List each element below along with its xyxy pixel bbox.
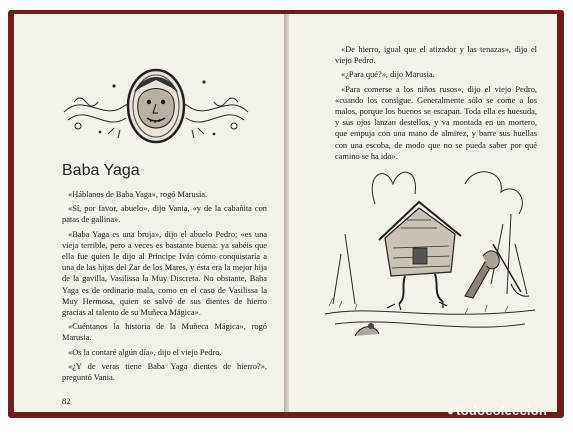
left-page (14, 14, 286, 412)
chapter-title: Baba Yaga (62, 162, 140, 179)
right-page-body (335, 44, 537, 165)
paragraph: «Baba Yaga es una bruja», dijo el abuelo Pedro; «es una vieja terrible, pero a veces es bastante buena: ya sabéis que ella fue quien le dijo al Príncipe Iván cómo conquistaría a una de las hijas del Zar de los Mares, y ésta era la mejor hija de la gavilla, Vasilissa la Muy Discreta. No obstante, Baba Yaga es de ordinario mala, como en el caso de Vasilissa la Muy Hermosa, quien se salvó de sus dientes de hierro gracias al talento de su Muñeca Mágica». (62, 229, 267, 318)
paragraph: «¿Y de veras tiene Baba Yaga dientes de hierro?», preguntó Vania. (62, 361, 267, 383)
paragraph: «Sí, por favor, abuelo», dijo Vania, «y de la cabañita con patas de gallina». (62, 204, 267, 225)
baba-yaga-ornament-illustration (54, 62, 258, 148)
paragraph: «Cuéntanos la historia de la Muñeca Mágica», rogó Marusia. (62, 322, 267, 343)
paragraph: «Háblanos de Baba Yaga», rogó Marusia. (68, 190, 208, 199)
right-page (289, 14, 557, 412)
paragraph: «Os la contaré algún día», dijo el viejo Pedro. (68, 347, 222, 357)
hut-on-chicken-legs-illustration (315, 164, 545, 349)
t-logo-icon: ● (446, 404, 455, 418)
left-page-body (62, 189, 267, 386)
book (8, 10, 564, 418)
paragraph: «¿Para qué?», dijo Marusia. (341, 70, 435, 80)
paragraph: «De hierro, igual que el atizador y las tenazas», dijo el viejo Pedro. (335, 45, 537, 66)
paragraph: «Para comerse a los niños rusos», dijo el viejo Pedro, «cuando los consigue. Generalmente sólo se come a los malos, porque los buenos se escapan. Toda ella es huesuda, y sus ojos lanzan destellos, y va montada en un mortero, que empuja con una mano de almirez, y barre sus huellas con una escoba, de modo que no se pueda saber por qué camino se ha ido». (335, 84, 537, 161)
watermark (447, 403, 547, 418)
watermark-text: todocoleccion (456, 403, 547, 418)
page-number: 82 (62, 396, 71, 406)
